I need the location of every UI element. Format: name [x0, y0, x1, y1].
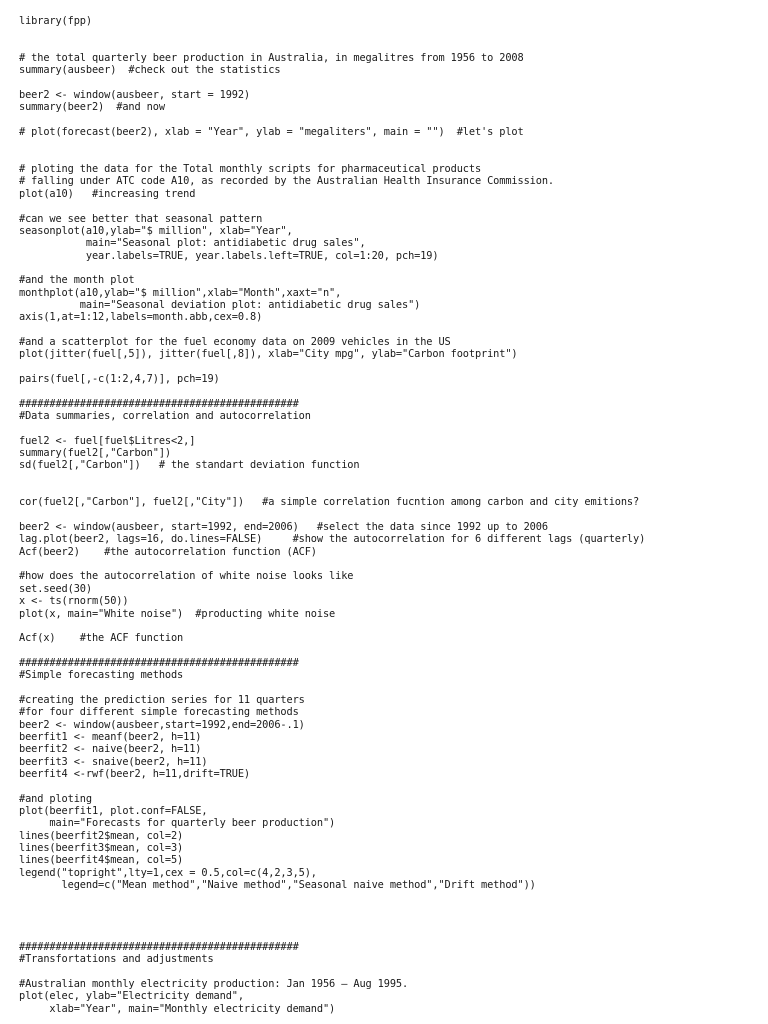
blank-line: [19, 472, 759, 484]
code-line: #Transfortations and adjustments: [19, 953, 214, 966]
code-line: ##############################################: [19, 656, 299, 669]
code-line: cor(fuel2[,"Carbon"], fuel2[,"City"]) #a simple correlation fucntion among carbon and city emitions?: [19, 496, 640, 509]
code-line: summary(ausbeer) #check out the statistics: [19, 64, 281, 77]
blank-line: [19, 324, 759, 336]
blank-line: [19, 27, 759, 39]
code-line: legend=c("Mean method","Naive method","Seasonal naive method","Drift method")): [19, 879, 536, 892]
code-line: beerfit4 <-rwf(beer2, h=11,drift=TRUE): [19, 767, 251, 780]
code-line: #Simple forecasting methods: [19, 669, 184, 682]
code-line: #how does the autocorrelation of white noise looks like: [19, 570, 354, 583]
blank-line: [19, 509, 759, 521]
blank-line: [19, 262, 759, 274]
code-line: lines(beerfit2$mean, col=2): [19, 829, 184, 842]
code-line: x <- ts(rnorm(50)): [19, 595, 129, 608]
blank-line: [19, 620, 759, 632]
code-line: #and the month plot: [19, 274, 135, 287]
code-line: beer2 <- window(ausbeer,start=1992,end=2006-.1): [19, 718, 305, 731]
code-line: Acf(x) #the ACF function: [19, 632, 184, 645]
blank-line: [19, 558, 759, 570]
code-line: # the total quarterly beer production in Australia, in megalitres from 1956 to 2008: [19, 52, 524, 65]
blank-line: [19, 780, 759, 792]
code-line: #and ploting: [19, 792, 92, 805]
code-line: fuel2 <- fuel[fuel$Litres<2,]: [19, 434, 196, 447]
code-line: Acf(beer2) #the autocorrelation function (ACF): [19, 545, 317, 558]
code-line: year.labels=TRUE, year.labels.left=TRUE, col=1:20, pch=19): [19, 249, 439, 262]
code-line: plot(beerfit1, plot.conf=FALSE,: [19, 805, 208, 817]
code-line: #and a scatterplot for the fuel economy data on 2009 vehicles in the US: [19, 335, 451, 348]
blank-line: [19, 77, 759, 89]
code-line: main="Forecasts for quarterly beer production"): [19, 817, 336, 830]
blank-line: [19, 385, 759, 397]
code-line: library(fpp): [19, 15, 92, 27]
blank-line: [19, 200, 759, 212]
blank-line: [19, 682, 759, 694]
code-document: [19, 15, 759, 1015]
code-line: plot(jitter(fuel[,5]), jitter(fuel[,8]), xlab="City mpg", ylab="Carbon footprint"): [19, 348, 518, 361]
code-line: ##############################################: [19, 397, 299, 410]
code-line: monthplot(a10,ylab="$ million",xlab="Month",xaxt="n",: [19, 286, 342, 299]
code-line: lines(beerfit3$mean, col=3): [19, 842, 184, 855]
code-line: #Australian monthly electricity production: Jan 1956 – Aug 1995.: [19, 977, 409, 990]
blank-line: [19, 965, 759, 977]
blank-line: [19, 40, 759, 52]
code-line: #for four different simple forecasting methods: [19, 706, 299, 719]
code-line: # falling under ATC code A10, as recorded by the Australian Health Insurance Commission.: [19, 175, 554, 188]
code-line: plot(a10) #increasing trend: [19, 187, 196, 200]
code-line: xlab="Year", main="Monthly electricity demand"): [19, 1002, 336, 1015]
code-line: lines(beerfit4$mean, col=5): [19, 854, 184, 867]
blank-line: [19, 151, 759, 163]
code-line: beer2 <- window(ausbeer, start=1992, end=2006) #select the data since 1992 up to 2006: [19, 521, 548, 534]
code-line: sd(fuel2[,"Carbon"]) # the standart deviation function: [19, 459, 360, 472]
blank-line: [19, 361, 759, 373]
blank-line: [19, 422, 759, 434]
blank-line: [19, 114, 759, 126]
blank-line: [19, 916, 759, 928]
code-line: seasonplot(a10,ylab="$ million", xlab="Year",: [19, 224, 293, 237]
blank-line: [19, 904, 759, 916]
code-line: beer2 <- window(ausbeer, start = 1992): [19, 89, 251, 102]
code-line: ##############################################: [19, 940, 299, 953]
code-line: #creating the prediction series for 11 quarters: [19, 693, 305, 706]
code-line: lag.plot(beer2, lags=16, do.lines=FALSE) #show the autocorrelation for 6 different lags (quarterly): [19, 533, 646, 546]
blank-line: [19, 891, 759, 903]
code-line: #Data summaries, correlation and autocorrelation: [19, 410, 311, 422]
blank-line: [19, 928, 759, 940]
code-line: main="Seasonal deviation plot: antidiabetic drug sales"): [19, 298, 421, 311]
code-line: beerfit3 <- snaive(beer2, h=11): [19, 755, 208, 768]
code-line: main="Seasonal plot: antidiabetic drug sales",: [19, 237, 366, 250]
code-line: beerfit1 <- meanf(beer2, h=11): [19, 730, 202, 743]
code-line: beerfit2 <- naive(beer2, h=11): [19, 743, 202, 756]
code-line: # ploting the data for the Total monthly scripts for pharmaceutical products: [19, 163, 482, 176]
blank-line: [19, 645, 759, 657]
blank-line: [19, 138, 759, 150]
code-line: summary(fuel2[,"Carbon"]): [19, 447, 171, 460]
code-line: legend("topright",lty=1,cex = 0.5,col=c(4,2,3,5),: [19, 866, 317, 879]
code-line: plot(x, main="White noise") #producting white noise: [19, 607, 336, 620]
code-line: axis(1,at=1:12,labels=month.abb,cex=0.8): [19, 311, 263, 324]
code-line: #can we see better that seasonal pattern: [19, 212, 263, 225]
blank-line: [19, 484, 759, 496]
code-line: pairs(fuel[,-c(1:2,4,7)], pch=19): [19, 372, 220, 385]
code-line: plot(elec, ylab="Electricity demand",: [19, 990, 244, 1003]
code-line: # plot(forecast(beer2), xlab = "Year", ylab = "megaliters", main = "") #let's plot: [19, 126, 524, 139]
code-line: summary(beer2) #and now: [19, 101, 165, 114]
code-line: set.seed(30): [19, 582, 92, 595]
